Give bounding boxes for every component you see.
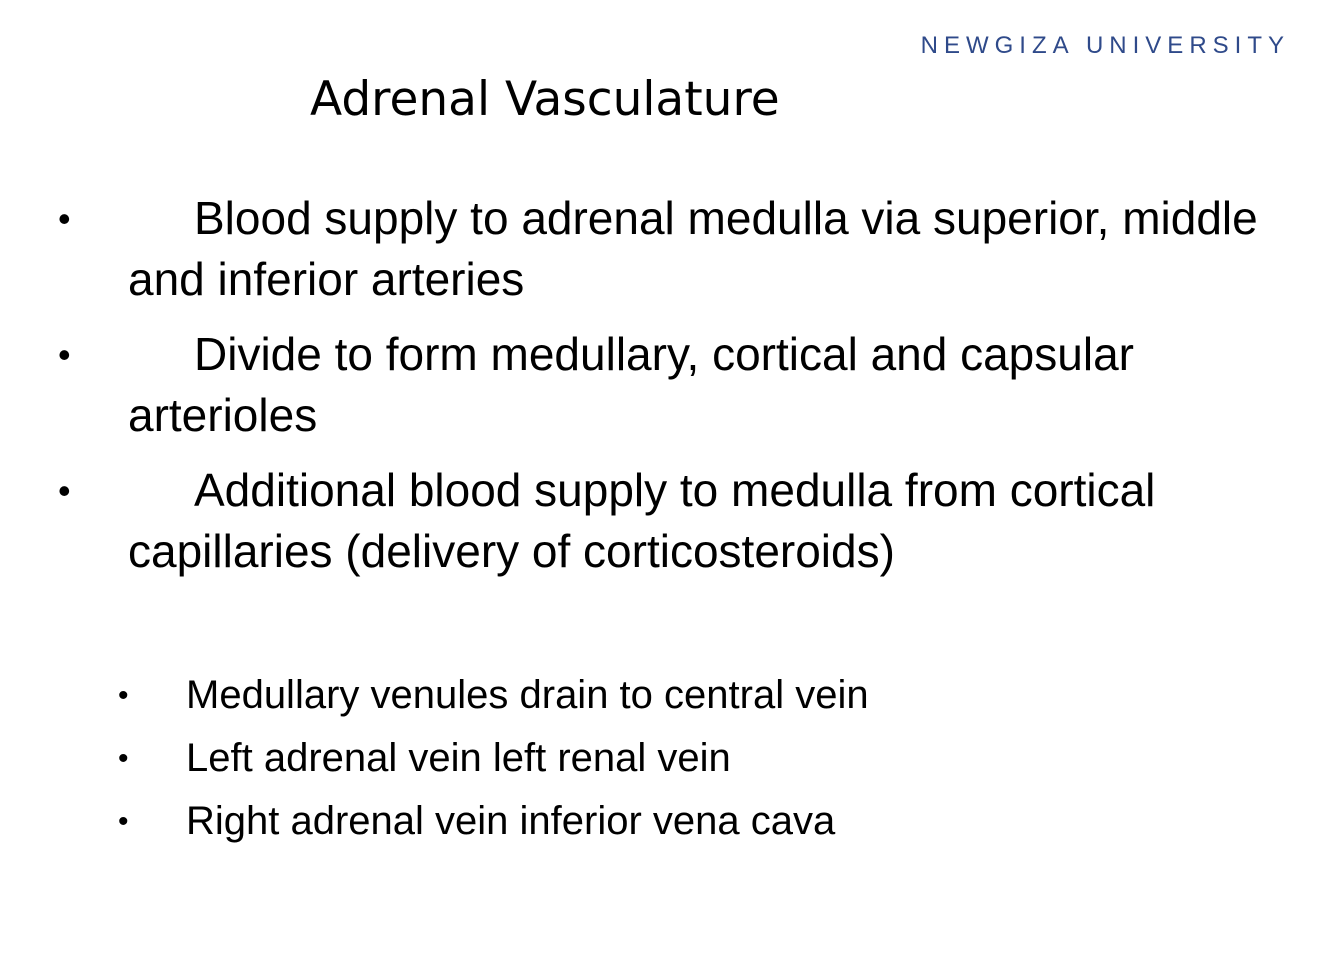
main-bullet-item: [0, 460, 1258, 582]
bullet-icon: •: [58, 334, 71, 375]
sub-bullet-text: Left adrenal vein left renal vein: [186, 736, 731, 780]
bullet-icon: •: [118, 805, 129, 838]
sub-bullet-text: Right adrenal vein inferior vena cava: [186, 799, 836, 843]
university-logo-text: NEWGIZA UNIVERSITY: [920, 32, 1290, 59]
sub-bullet-item: [0, 664, 869, 727]
bullet-icon: •: [118, 742, 129, 775]
main-bullet-text: Divide to form medullary, cortical and capsular arterioles: [128, 328, 1134, 441]
bullet-icon: •: [118, 679, 129, 712]
sub-bullet-text: Medullary venules drain to central vein: [186, 673, 869, 717]
sub-bullet-list: [0, 664, 869, 853]
main-bullet-item: [0, 188, 1258, 310]
slide-title: Adrenal Vasculature: [310, 72, 780, 127]
main-bullet-text: Additional blood supply to medulla from cortical capillaries (delivery of corticosteroids): [128, 464, 1156, 577]
main-bullet-list: [0, 188, 1300, 596]
main-bullet-text: Blood supply to adrenal medulla via superior, middle and inferior arteries: [128, 192, 1258, 305]
bullet-icon: •: [58, 198, 71, 239]
main-bullet-item: [0, 324, 1258, 446]
sub-bullet-item: [0, 790, 869, 853]
bullet-icon: •: [58, 470, 71, 511]
sub-bullet-item: [0, 727, 869, 790]
